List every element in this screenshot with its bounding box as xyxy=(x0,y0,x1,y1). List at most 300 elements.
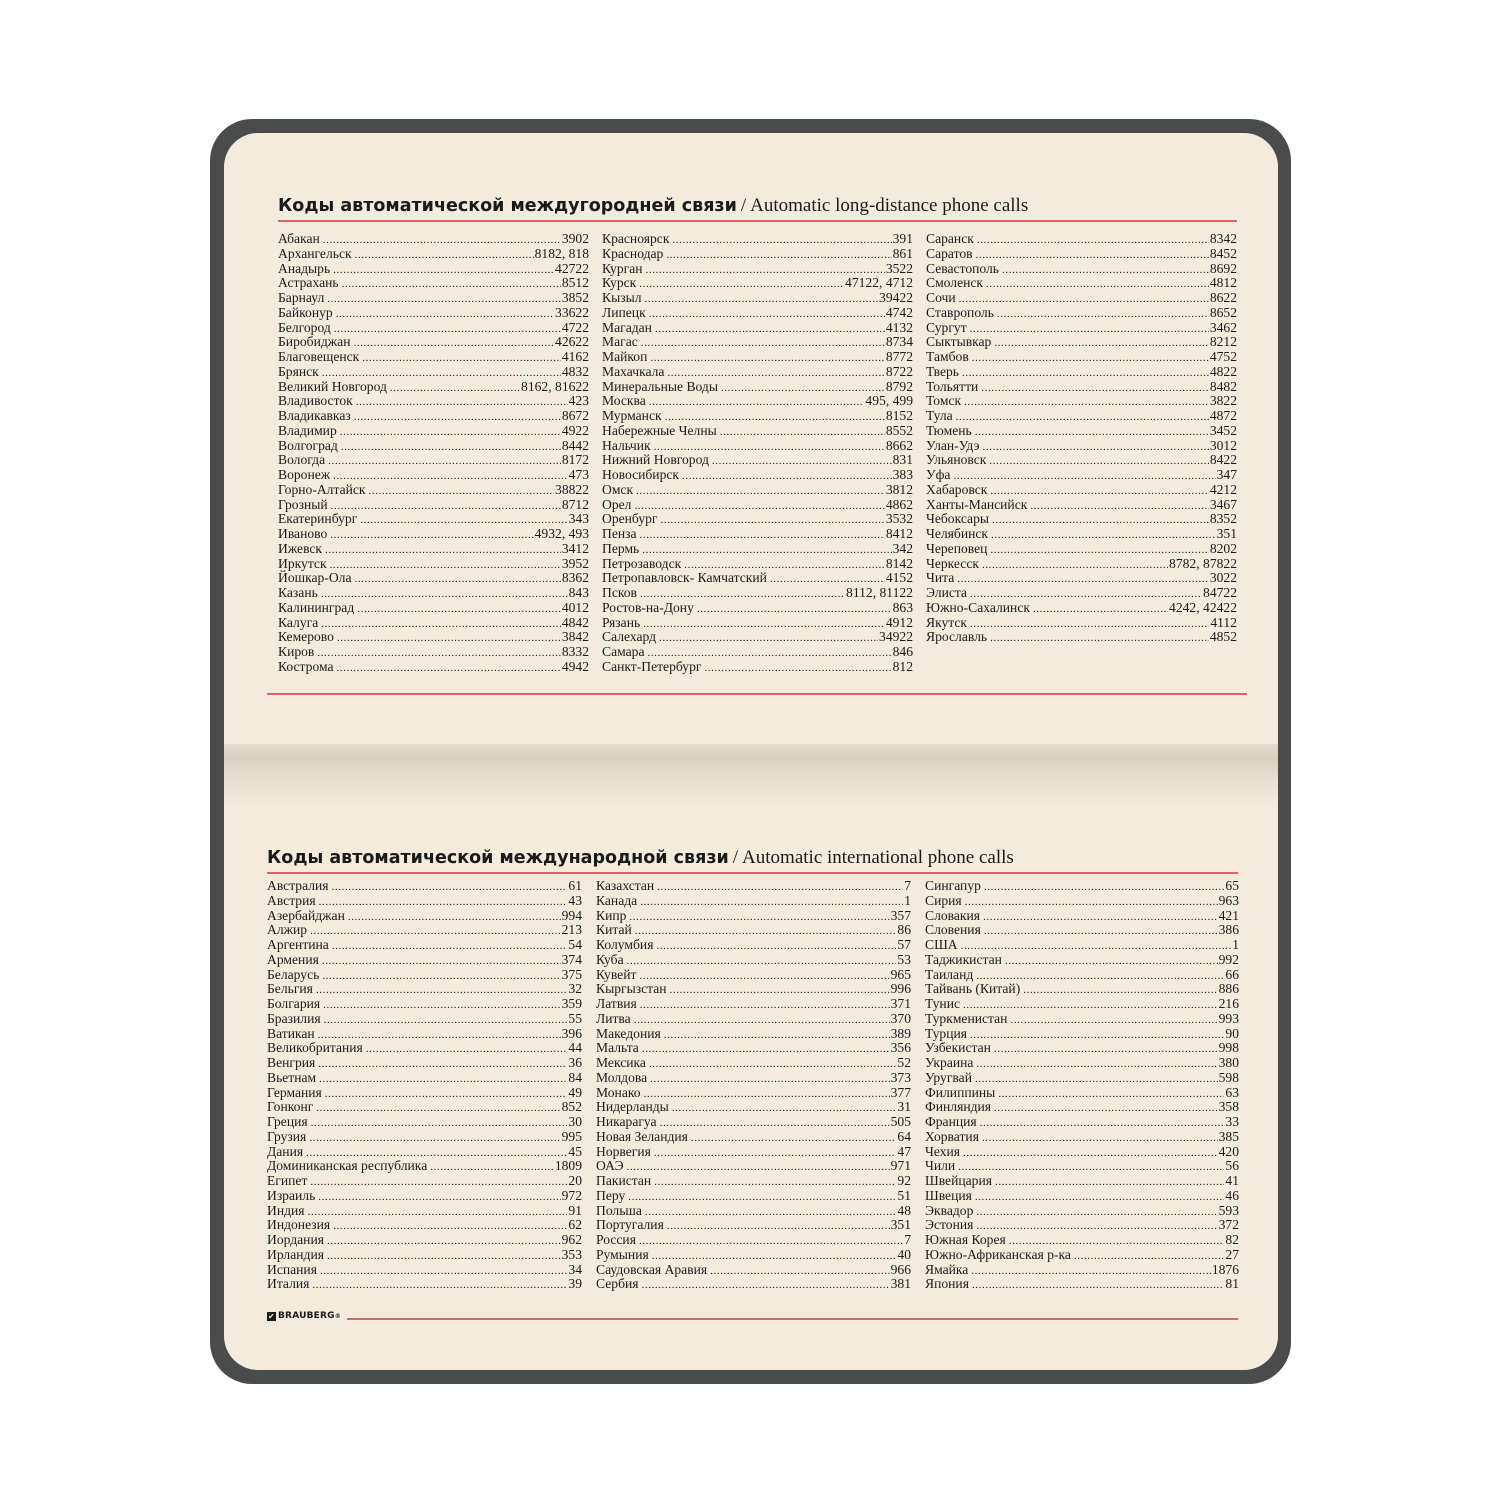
list-item xyxy=(596,923,911,938)
list-item xyxy=(925,909,1239,924)
list-item xyxy=(278,306,589,321)
list-item xyxy=(278,468,589,483)
dot-leader xyxy=(654,1146,897,1161)
list-item xyxy=(278,365,589,380)
dot-leader xyxy=(321,587,568,602)
entry-name: Чехия xyxy=(925,1143,961,1159)
list-item xyxy=(267,894,582,909)
entry-name: Сингапур xyxy=(925,878,981,893)
dot-leader xyxy=(322,969,560,984)
entry-code: 41 xyxy=(1225,1173,1239,1188)
entry-name: Грузия xyxy=(267,1128,307,1144)
dot-leader xyxy=(327,1234,561,1249)
entry-name: Гонконг xyxy=(267,1099,314,1115)
list-item xyxy=(267,1218,582,1233)
dot-leader xyxy=(322,954,561,969)
entry-name: Челябинск xyxy=(926,526,989,541)
dot-leader xyxy=(641,336,885,351)
entry-code: 54 xyxy=(568,937,582,952)
list-item xyxy=(278,409,589,424)
entry-name: Омск xyxy=(602,481,634,497)
entry-name: Байконур xyxy=(278,304,333,320)
entry-name: Бразилия xyxy=(267,1010,321,1026)
entry-code: 34922 xyxy=(879,629,913,645)
entry-code: 1876 xyxy=(1211,1261,1239,1277)
list-item xyxy=(596,938,911,953)
dot-leader xyxy=(975,1190,1225,1205)
entry-name: Пенза xyxy=(602,526,637,541)
list-item xyxy=(926,262,1237,277)
entry-name: Архангельск xyxy=(278,245,352,261)
dot-leader xyxy=(640,998,890,1013)
dot-leader xyxy=(667,1219,890,1234)
entry-name: Индонезия xyxy=(267,1217,331,1233)
list-item xyxy=(267,1174,582,1189)
entry-code: 359 xyxy=(561,996,582,1011)
entry-name: Хабаровск xyxy=(926,481,988,497)
dot-leader xyxy=(654,1175,896,1190)
list-item xyxy=(278,335,589,350)
list-item xyxy=(596,1159,911,1174)
entry-code: 7 xyxy=(904,1232,911,1247)
entry-name: Томск xyxy=(926,393,962,409)
entry-code: 3012 xyxy=(1209,437,1237,453)
entry-code: 8412 xyxy=(885,526,913,541)
entry-code: 53 xyxy=(897,951,911,967)
dot-leader xyxy=(643,617,885,632)
list-item xyxy=(267,1277,582,1292)
dot-leader xyxy=(691,1131,896,1146)
list-item xyxy=(596,1086,911,1101)
dot-leader xyxy=(330,558,561,573)
entry-name: Липецк xyxy=(602,304,646,320)
dot-leader xyxy=(324,1013,568,1028)
list-item xyxy=(267,953,582,968)
list-item xyxy=(267,1056,582,1071)
dot-leader xyxy=(308,1205,568,1220)
entry-name: Магадан xyxy=(602,319,652,335)
entry-code: 495, 499 xyxy=(865,393,913,409)
dot-leader xyxy=(959,292,1209,307)
entry-name: Сургут xyxy=(926,319,967,335)
entry-name: Кемерово xyxy=(278,629,334,645)
list-item xyxy=(267,997,582,1012)
dot-leader xyxy=(333,1219,567,1234)
list-item xyxy=(926,394,1237,409)
entry-code: 4242, 42422 xyxy=(1169,599,1237,615)
international-title-separator: / xyxy=(732,847,739,868)
entry-name: Череповец xyxy=(926,540,988,556)
list-item xyxy=(596,1115,911,1130)
entry-code: 8172 xyxy=(561,452,589,468)
dot-leader xyxy=(645,1205,896,1220)
entry-name: Финляндия xyxy=(925,1099,992,1115)
dot-leader xyxy=(309,1131,560,1146)
entry-code: 49 xyxy=(568,1084,582,1100)
dot-leader xyxy=(1005,954,1218,969)
entry-code: 63 xyxy=(1225,1084,1239,1100)
entry-code: 81 xyxy=(1225,1276,1239,1292)
entry-code: 8362 xyxy=(561,570,589,586)
list-item xyxy=(926,483,1237,498)
entry-name: Самара xyxy=(602,644,645,659)
list-item xyxy=(926,335,1237,350)
dot-leader xyxy=(655,322,885,337)
list-item xyxy=(926,350,1237,365)
entry-name: Канада xyxy=(596,892,638,908)
list-item xyxy=(602,512,913,527)
entry-name: Австрия xyxy=(267,892,316,908)
dot-leader xyxy=(330,528,533,543)
entry-code: 38822 xyxy=(555,481,589,497)
domestic-section-title xyxy=(278,195,1028,217)
entry-name: Воронеж xyxy=(278,467,331,482)
entry-code: 3902 xyxy=(561,231,589,246)
entry-name: Сыктывкар xyxy=(926,334,992,350)
brand-logo xyxy=(267,1311,341,1321)
list-item xyxy=(602,365,913,380)
entry-name: Ульяновск xyxy=(926,452,987,468)
dot-leader xyxy=(332,939,568,954)
entry-name: Сочи xyxy=(926,290,956,305)
international-title-rule xyxy=(267,872,1238,874)
entry-code: 383 xyxy=(892,467,913,482)
entry-name: Кыргызстан xyxy=(596,981,667,997)
list-item xyxy=(278,321,589,336)
dot-leader xyxy=(311,1116,568,1131)
entry-code: 396 xyxy=(561,1025,582,1041)
entry-code: 420 xyxy=(1218,1143,1239,1159)
dot-leader xyxy=(629,910,889,925)
list-item xyxy=(925,953,1239,968)
dot-leader xyxy=(348,910,561,925)
list-item xyxy=(596,1218,911,1233)
entry-name: Ярославль xyxy=(926,629,988,645)
list-item xyxy=(596,1056,911,1071)
dot-leader xyxy=(977,233,1209,248)
entry-code: 84 xyxy=(568,1069,582,1085)
entry-code: 8112, 81122 xyxy=(846,585,913,600)
entry-name: Петропавловск- Камчатский xyxy=(602,570,767,586)
entry-name: Биробиджан xyxy=(278,334,351,350)
dot-leader xyxy=(337,661,561,676)
dot-leader xyxy=(994,1042,1218,1057)
list-item xyxy=(602,276,913,291)
entry-code: 4912 xyxy=(885,614,913,630)
dot-leader xyxy=(354,410,561,425)
dot-leader xyxy=(991,528,1216,543)
entry-code: 4842 xyxy=(561,614,589,630)
list-item xyxy=(278,601,589,616)
international-column-1 xyxy=(267,879,582,1292)
entry-name: Вологда xyxy=(278,452,326,468)
list-item xyxy=(278,645,589,660)
entry-name: Ханты-Мансийск xyxy=(926,496,1028,512)
entry-code: 971 xyxy=(890,1158,911,1174)
entry-name: Кострома xyxy=(278,658,334,674)
dot-leader xyxy=(970,1028,1224,1043)
entry-code: 64 xyxy=(897,1128,911,1144)
entry-code: 82 xyxy=(1225,1232,1239,1247)
entry-code: 8772 xyxy=(885,349,913,364)
entry-name: Орел xyxy=(602,496,632,512)
list-item xyxy=(278,660,589,675)
entry-code: 377 xyxy=(890,1084,911,1100)
list-item xyxy=(267,1263,582,1278)
entry-code: 351 xyxy=(890,1217,911,1233)
dot-leader xyxy=(327,292,561,307)
entry-code: 20 xyxy=(568,1173,582,1188)
entry-name: Уфа xyxy=(926,467,951,482)
list-item xyxy=(278,424,589,439)
dot-leader xyxy=(356,395,568,410)
list-item xyxy=(596,1130,911,1145)
dot-leader xyxy=(976,1057,1217,1072)
list-item xyxy=(926,409,1237,424)
dot-leader xyxy=(981,381,1209,396)
entry-name: Иваново xyxy=(278,526,328,541)
dot-leader xyxy=(965,895,1218,910)
list-item xyxy=(267,879,582,894)
entry-code: 8452 xyxy=(1209,245,1237,261)
list-item xyxy=(925,997,1239,1012)
list-item xyxy=(925,1041,1239,1056)
dot-leader xyxy=(964,395,1209,410)
list-item xyxy=(925,982,1239,997)
entry-name: Смоленск xyxy=(926,275,984,291)
dot-leader xyxy=(976,1219,1217,1234)
dot-leader xyxy=(661,513,885,528)
list-item xyxy=(278,439,589,454)
entry-name: Бельгия xyxy=(267,981,313,997)
list-item xyxy=(926,321,1237,336)
list-item xyxy=(596,1189,911,1204)
brand-name: BRAUBERG xyxy=(278,1311,335,1321)
list-item xyxy=(602,660,913,675)
entry-code: 43 xyxy=(568,892,582,908)
entry-name: Пермь xyxy=(602,540,640,556)
entry-code: 8182, 818 xyxy=(534,245,589,261)
list-item xyxy=(602,291,913,306)
list-item xyxy=(602,468,913,483)
entry-name: Италия xyxy=(267,1276,310,1292)
entry-code: 372 xyxy=(1218,1217,1239,1233)
list-item xyxy=(596,953,911,968)
dot-leader xyxy=(720,425,885,440)
entry-name: Словакия xyxy=(925,907,981,923)
dot-leader xyxy=(341,440,561,455)
list-item xyxy=(267,1115,582,1130)
list-item xyxy=(596,1277,911,1292)
list-item xyxy=(267,982,582,997)
entry-code: 996 xyxy=(890,981,911,997)
entry-code: 995 xyxy=(561,1128,582,1144)
entry-code: 84722 xyxy=(1203,585,1237,600)
dot-leader xyxy=(660,1116,890,1131)
entry-code: 57 xyxy=(897,937,911,952)
entry-name: Саратов xyxy=(926,245,973,261)
entry-name: Иордания xyxy=(267,1232,324,1247)
brand-check-icon: ✔ xyxy=(268,1311,275,1321)
entry-name: Южная Корея xyxy=(925,1232,1006,1247)
list-item xyxy=(278,247,589,262)
entry-name: Япония xyxy=(925,1276,969,1292)
entry-code: 4852 xyxy=(1209,629,1237,645)
entry-code: 8722 xyxy=(885,363,913,379)
dot-leader xyxy=(645,292,879,307)
dot-leader xyxy=(975,425,1209,440)
entry-code: 4862 xyxy=(885,496,913,512)
entry-name: Сирия xyxy=(925,892,962,908)
list-item xyxy=(925,894,1239,909)
dot-leader xyxy=(721,381,885,396)
entry-name: Таджикистан xyxy=(925,951,1002,967)
entry-name: Украина xyxy=(925,1055,974,1070)
dot-leader xyxy=(986,277,1209,292)
list-item xyxy=(926,498,1237,513)
dot-leader xyxy=(649,395,865,410)
entry-name: Филиппины xyxy=(925,1084,996,1100)
list-item xyxy=(278,512,589,527)
dot-leader xyxy=(354,572,560,587)
list-item xyxy=(925,1233,1239,1248)
list-item xyxy=(926,557,1237,572)
list-item xyxy=(602,483,913,498)
list-item xyxy=(278,276,589,291)
entry-code: 4722 xyxy=(561,319,589,335)
list-item xyxy=(267,1012,582,1027)
entry-name: Майкоп xyxy=(602,349,648,364)
dot-leader xyxy=(1030,499,1208,514)
entry-code: 373 xyxy=(890,1069,911,1085)
entry-name: Ижевск xyxy=(278,540,323,556)
list-item xyxy=(925,1189,1239,1204)
entry-name: Германия xyxy=(267,1084,322,1100)
list-item xyxy=(925,1115,1239,1130)
list-item xyxy=(926,571,1237,586)
list-item xyxy=(602,439,913,454)
entry-name: Аргентина xyxy=(267,937,329,952)
dot-leader xyxy=(1074,1249,1225,1264)
list-item xyxy=(278,616,589,631)
dot-leader xyxy=(635,924,897,939)
entry-name: Македония xyxy=(596,1025,661,1041)
list-item xyxy=(925,1263,1239,1278)
entry-name: Израиль xyxy=(267,1187,316,1203)
entry-name: Кызыл xyxy=(602,290,642,305)
entry-name: Египет xyxy=(267,1173,308,1188)
entry-name: Румыния xyxy=(596,1246,649,1262)
list-item xyxy=(267,1130,582,1145)
list-item xyxy=(267,1041,582,1056)
entry-name: Якутск xyxy=(926,614,968,630)
list-item xyxy=(925,1204,1239,1219)
entry-code: 8342 xyxy=(1209,231,1237,246)
list-item xyxy=(925,923,1239,938)
entry-name: Ростов-на-Дону xyxy=(602,599,694,615)
dot-leader xyxy=(990,631,1209,646)
entry-code: 963 xyxy=(1218,892,1239,908)
entry-name: Казань xyxy=(278,585,318,600)
dot-leader xyxy=(650,351,884,366)
dot-leader xyxy=(976,248,1209,263)
dot-leader xyxy=(953,469,1215,484)
entry-code: 3022 xyxy=(1209,570,1237,586)
list-item xyxy=(278,498,589,513)
list-item xyxy=(602,645,913,660)
entry-code: 3462 xyxy=(1209,319,1237,335)
entry-name: Туркменистан xyxy=(925,1010,1008,1026)
entry-name: Польша xyxy=(596,1202,642,1218)
entry-code: 357 xyxy=(890,907,911,923)
list-item xyxy=(278,630,589,645)
list-item xyxy=(925,1145,1239,1160)
list-item xyxy=(267,1145,582,1160)
dot-leader xyxy=(317,646,560,661)
entry-name: Доминиканская республика xyxy=(267,1158,428,1174)
entry-name: Барнаул xyxy=(278,290,325,305)
list-item xyxy=(596,1041,911,1056)
dot-leader xyxy=(983,440,1209,455)
entry-name: Набережные Челны xyxy=(602,422,717,438)
entry-name: Йошкар-Ола xyxy=(278,570,352,586)
list-item xyxy=(926,439,1237,454)
entry-name: Тайвань (Китай) xyxy=(925,981,1021,997)
dot-leader xyxy=(369,484,555,499)
entry-name: Китай xyxy=(596,922,632,938)
entry-code: 4832 xyxy=(561,363,589,379)
entry-name: Горно-Алтайск xyxy=(278,481,366,497)
domestic-column-2 xyxy=(602,232,913,675)
dot-leader xyxy=(958,1160,1224,1175)
entry-code: 36 xyxy=(568,1055,582,1070)
dot-leader xyxy=(628,1190,896,1205)
list-item xyxy=(925,1218,1239,1233)
entry-code: 8712 xyxy=(561,496,589,512)
footer-rule xyxy=(347,1318,1238,1320)
entry-code: 593 xyxy=(1218,1202,1239,1218)
list-item xyxy=(267,923,582,938)
entry-code: 4132 xyxy=(885,319,913,335)
entry-code: 1 xyxy=(904,892,911,908)
list-item xyxy=(926,232,1237,247)
list-item xyxy=(602,247,913,262)
entry-code: 962 xyxy=(561,1232,582,1247)
list-item xyxy=(267,1159,582,1174)
entry-code: 66 xyxy=(1225,966,1239,982)
list-item xyxy=(925,1174,1239,1189)
international-section-title xyxy=(267,847,1014,869)
dot-leader xyxy=(327,1249,561,1264)
list-item xyxy=(602,571,913,586)
entry-code: 56 xyxy=(1225,1158,1239,1174)
entry-name: Нидерланды xyxy=(596,1099,669,1115)
entry-name: Казахстан xyxy=(596,878,655,893)
entry-code: 3822 xyxy=(1209,393,1237,409)
entry-code: 7 xyxy=(904,878,911,893)
entry-code: 353 xyxy=(561,1246,582,1262)
dot-leader xyxy=(1010,1013,1217,1028)
list-item xyxy=(602,262,913,277)
dot-leader xyxy=(975,1072,1218,1087)
entry-code: 4152 xyxy=(885,570,913,586)
entry-name: Алжир xyxy=(267,922,308,938)
entry-name: Ставрополь xyxy=(926,304,994,320)
entry-name: Волгоград xyxy=(278,437,338,453)
dot-leader xyxy=(333,263,554,278)
dot-leader xyxy=(972,1278,1224,1293)
list-item xyxy=(596,1027,911,1042)
